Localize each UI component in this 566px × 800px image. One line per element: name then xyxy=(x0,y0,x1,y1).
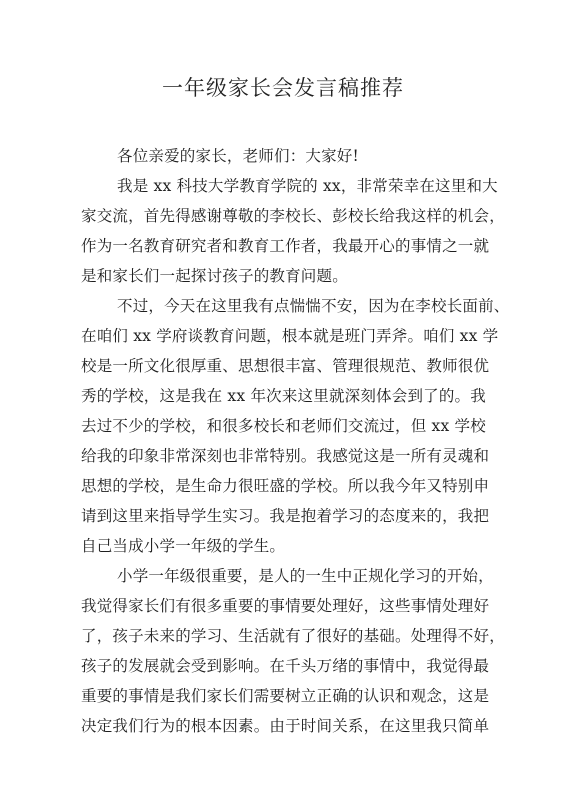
text-line: 思想的学校，是生命力很旺盛的学校。所以我今年又特别申 xyxy=(81,477,490,495)
text-line: 我是 xx 科技大学教育学院的 xx，非常荣幸在这里和大 xyxy=(117,177,498,195)
text-line: 在咱们 xx 学府谈教育问题，根本就是班门弄斧。咱们 xx 学 xyxy=(81,327,499,345)
text-line: 请到这里来指导学生实习。我是抱着学习的态度来的，我把 xyxy=(81,507,490,525)
text-line: 给我的印象非常深刻也非常特别。我感觉这是一所有灵魂和 xyxy=(81,447,490,465)
text-line: 我觉得家长们有很多重要的事情要处理好，这些事情处理好 xyxy=(81,597,490,615)
text-line: 校是一所文化很厚重、思想很丰富、管理很规范、教师很优 xyxy=(81,357,490,375)
text-line: 不过，今天在这里我有点惴惴不安，因为在李校长面前、 xyxy=(117,297,510,315)
text-line-greeting: 各位亲爱的家长，老师们：大家好! xyxy=(117,147,359,165)
text-line: 秀的学校，这是我在 xx 年次来这里就深刻体会到了的。我 xyxy=(81,387,486,405)
text-line: 小学一年级很重要，是人的一生中正规化学习的开始， xyxy=(117,567,494,585)
text-line: 决定我们行为的根本因素。由于时间关系，在这里我只简单 xyxy=(81,717,490,735)
text-line: 重要的事情是我们家长们需要树立正确的认识和观念，这是 xyxy=(81,687,490,705)
text-line: 自己当成小学一年级的学生。 xyxy=(81,537,286,555)
text-line: 作为一名教育研究者和教育工作者，我最开心的事情之一就 xyxy=(81,237,490,255)
text-line: 家交流，首先得感谢尊敬的李校长、彭校长给我这样的机会， xyxy=(81,207,505,225)
text-line: 是和家长们一起探讨孩子的教育问题。 xyxy=(81,267,348,285)
text-line: 了，孩子未来的学习、生活就有了很好的基础。处理得不好， xyxy=(81,627,505,645)
text-line: 去过不少的学校，和很多校长和老师们交流过，但 xx 学校 xyxy=(81,417,486,435)
text-line: 孩子的发展就会受到影响。在千头万绪的事情中，我觉得最 xyxy=(81,657,490,675)
document-title: 一年级家长会发言稿推荐 xyxy=(162,76,404,100)
